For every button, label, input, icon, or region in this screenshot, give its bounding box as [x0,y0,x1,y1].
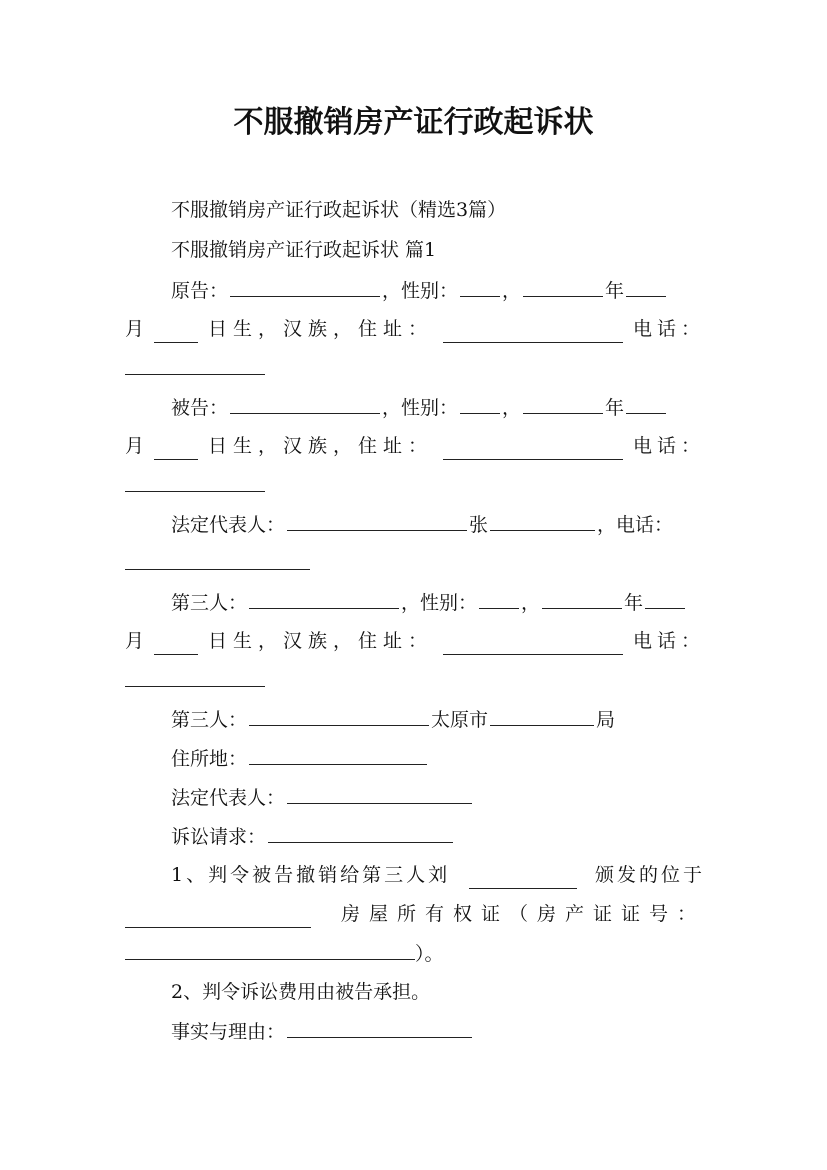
third-party-line-1: 第三人： ，性别： ， 年 [171,588,705,616]
third-party-day-blank[interactable] [154,634,198,655]
claims-blank[interactable] [268,822,453,843]
third-party-month-blank[interactable] [645,588,685,609]
claim1-line-2: 房屋所有权证（房产证证号： [125,900,705,928]
plaintiff-phone-blank[interactable] [125,354,265,375]
third-party-name-blank[interactable] [249,588,399,609]
address-line: 住所地： [171,744,705,772]
plaintiff-day-blank[interactable] [154,322,198,343]
third-party-year-blank[interactable] [542,588,622,609]
claim1-location-blank[interactable] [125,907,311,928]
plaintiff-month-blank[interactable] [626,276,666,297]
defendant-line-2: 月 日生，汉族，住址： 电话： [125,432,705,460]
claim1-certno-blank[interactable] [125,939,415,960]
third-party-line-3 [125,666,705,694]
claim1-line-1: 1、判令被告撤销给第三人刘 颁发的位于 [171,861,705,889]
legal-rep2-blank[interactable] [287,783,472,804]
claims-line: 诉讼请求： [171,822,705,850]
defendant-year-blank[interactable] [523,393,603,414]
defendant-phone-blank[interactable] [125,471,265,492]
third-party-address-blank[interactable] [443,634,623,655]
legal-rep-line-2 [125,549,705,577]
defendant-gender-blank[interactable] [460,393,500,414]
legal-rep-phone-blank[interactable] [125,549,310,570]
legal-rep2-line: 法定代表人： [171,783,705,811]
legal-rep-name-blank[interactable] [490,510,595,531]
plaintiff-line-3 [125,354,705,382]
facts-line: 事实与理由： [171,1017,705,1045]
plaintiff-name-blank[interactable] [230,276,380,297]
plaintiff-line-2: 月 日生，汉族，住址： 电话： [125,315,705,343]
third-party2-blank[interactable] [249,705,429,726]
defendant-month-blank[interactable] [626,393,666,414]
defendant-day-blank[interactable] [154,439,198,460]
document-title: 不服撤销房产证行政起诉状 [233,105,594,140]
defendant-line-1: 被告： ，性别： ， 年 [171,393,705,421]
plaintiff-address-blank[interactable] [443,322,623,343]
plaintiff-gender-blank[interactable] [460,276,500,297]
third-party2-line: 第三人： 太原市 局 [171,705,705,733]
third-party-line-2: 月 日生，汉族，住址： 电话： [125,627,705,655]
claim2-line: 2、判令诉讼费用由被告承担。 [171,981,431,1003]
legal-rep-blank[interactable] [287,510,467,531]
third-party-gender-blank[interactable] [479,588,519,609]
plaintiff-line-1: 原告： ，性别： ， 年 [171,276,705,304]
third-party-phone-blank[interactable] [125,666,265,687]
claim1-recipient-blank[interactable] [469,868,577,889]
address-blank[interactable] [249,744,427,765]
section-heading: 不服撤销房产证行政起诉状 篇1 [171,239,437,261]
intro-line: 不服撤销房产证行政起诉状（精选3篇） [171,199,507,221]
claim1-line-3: ）。 [125,939,705,967]
defendant-address-blank[interactable] [443,439,623,460]
defendant-line-3 [125,471,705,499]
third-party2-bureau-blank[interactable] [490,705,594,726]
facts-blank[interactable] [287,1017,472,1038]
legal-rep-line-1: 法定代表人： 张 ，电话： [171,510,705,538]
plaintiff-year-blank[interactable] [523,276,603,297]
defendant-name-blank[interactable] [230,393,380,414]
